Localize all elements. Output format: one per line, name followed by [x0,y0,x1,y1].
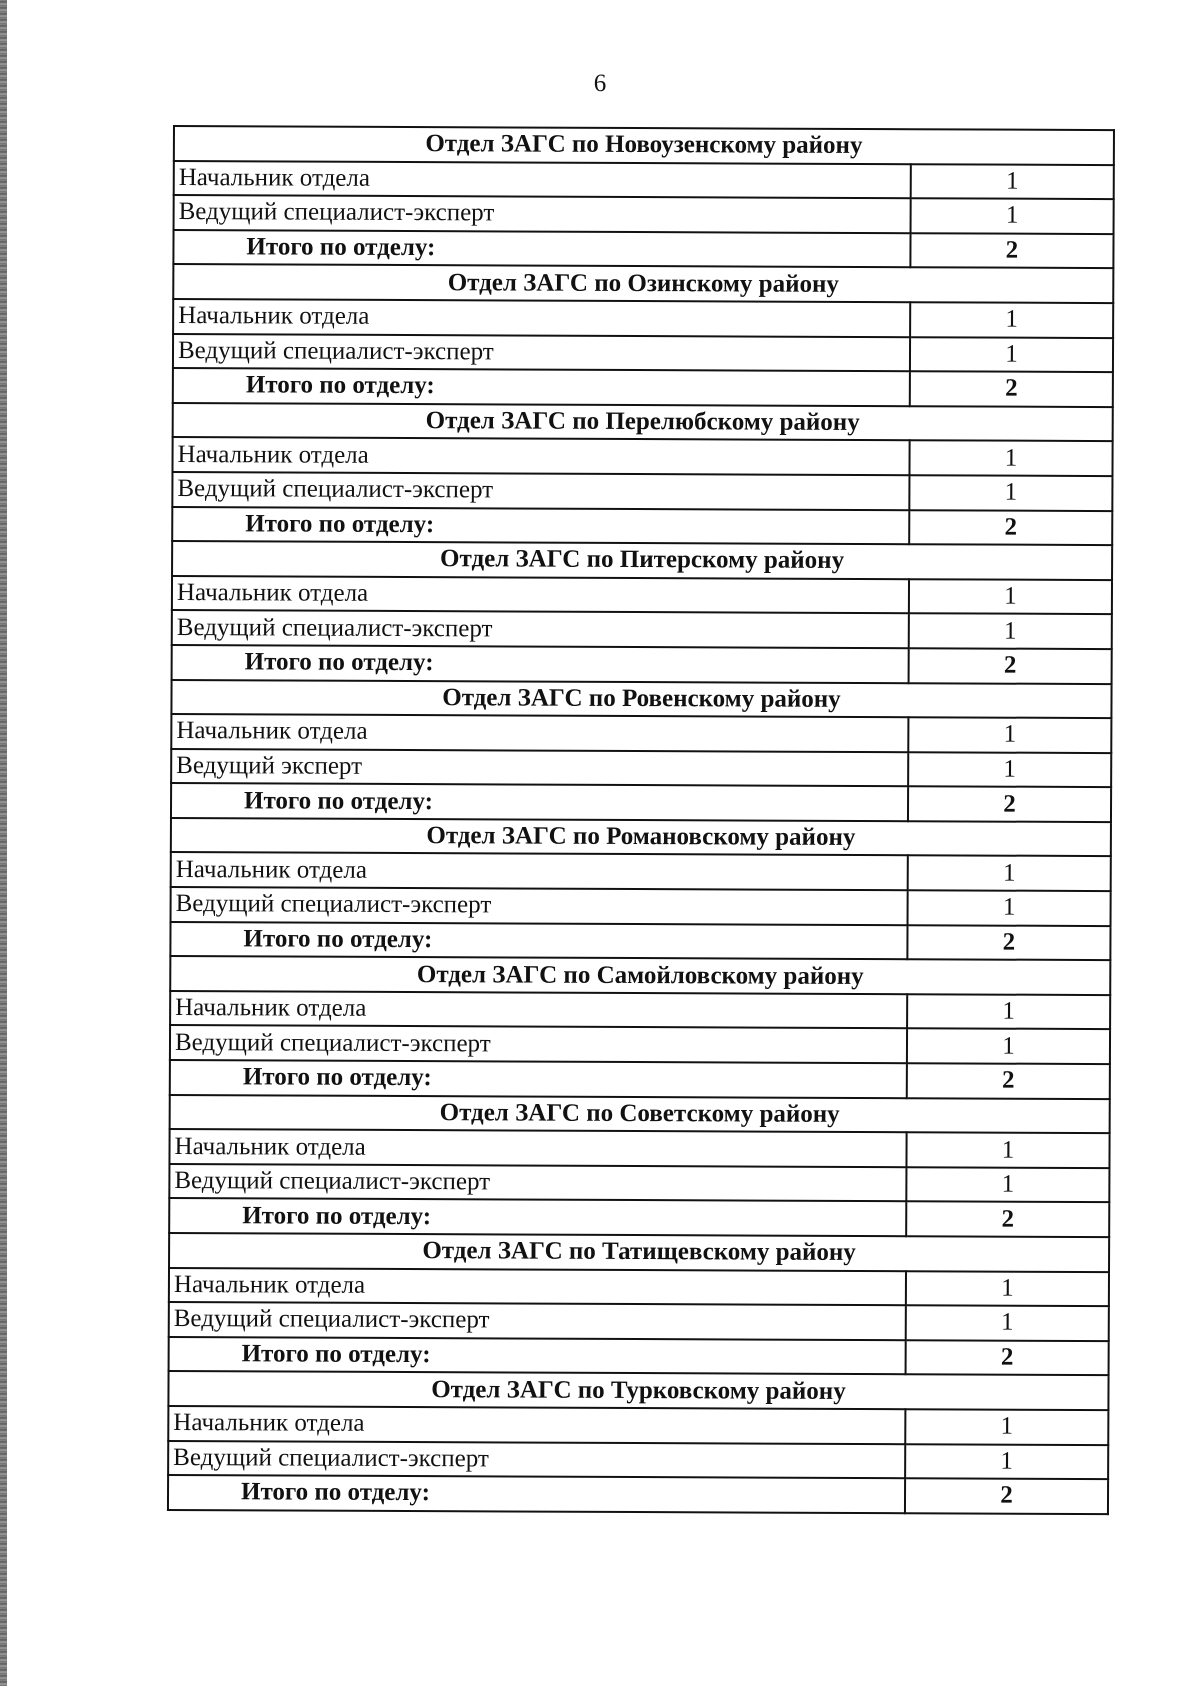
department-total-label: Итого по отделу: [173,368,910,406]
position-row [169,1302,1109,1341]
department-total-row [172,507,1112,546]
position-count: 1 [905,1444,1108,1479]
position-row [173,299,1113,338]
position-row [169,1268,1109,1307]
position-count: 1 [908,752,1111,787]
department-title: Отдел ЗАГС по Турковскому району [168,1371,1108,1410]
position-count: 1 [906,1132,1109,1167]
position-count: 1 [911,164,1114,199]
department-title: Отдел ЗАГС по Ровенскому району [171,679,1111,718]
department-total-label: Итого по отделу: [173,230,910,268]
staff-table [167,125,1115,1515]
position-row [174,195,1114,234]
position-row [172,437,1112,476]
position-row [168,1406,1108,1445]
department-total-row [173,230,1113,269]
department-total-count: 2 [906,1202,1109,1237]
position-name: Ведущий специалист-эксперт [168,1441,905,1479]
position-name: Ведущий специалист-эксперт [169,1164,906,1202]
position-row [172,610,1112,649]
position-count: 1 [908,890,1111,925]
position-count: 1 [910,337,1113,372]
department-total-label: Итого по отделу: [170,1060,907,1098]
position-count: 1 [905,1409,1108,1444]
position-count: 1 [909,441,1112,476]
department-title: Отдел ЗАГС по Питерскому району [172,541,1112,580]
position-count: 1 [907,1029,1110,1064]
position-row [171,714,1111,753]
department-total-row [171,783,1111,822]
department-header-row [174,126,1114,165]
department-total-label: Итого по отделу: [169,1198,906,1236]
position-count: 1 [909,475,1112,510]
department-total-row [169,1337,1109,1376]
department-total-label: Итого по отделу: [172,645,909,683]
position-row [168,1441,1108,1480]
department-header-row [172,541,1112,580]
department-total-label: Итого по отделу: [168,1475,905,1513]
department-total-label: Итого по отделу: [172,507,909,545]
position-count: 1 [908,856,1111,891]
position-name: Начальник отдела [169,1268,906,1306]
position-count: 1 [908,717,1111,752]
department-header-row [173,403,1113,442]
department-header-row [171,818,1111,857]
department-header-row [168,1371,1108,1410]
position-count: 1 [909,614,1112,649]
department-total-row [172,645,1112,684]
position-name: Начальник отдела [170,991,907,1029]
department-total-count: 2 [906,1340,1109,1375]
department-total-count: 2 [910,371,1113,406]
position-name: Начальник отдела [174,161,911,199]
department-total-label: Итого по отделу: [170,922,907,960]
department-title: Отдел ЗАГС по Самойловскому району [170,956,1110,995]
position-count: 1 [909,579,1112,614]
position-name: Ведущий специалист-эксперт [174,195,911,233]
department-header-row [170,1095,1110,1134]
department-header-row [173,264,1113,303]
position-name: Начальник отдела [172,576,909,614]
department-header-row [171,679,1111,718]
position-name: Начальник отдела [171,852,908,890]
department-header-row [169,1233,1109,1272]
position-name: Ведущий эксперт [171,749,908,787]
staff-table-body [168,126,1114,1514]
department-total-row [169,1198,1109,1237]
department-title: Отдел ЗАГС по Озинскому району [173,264,1113,303]
department-title: Отдел ЗАГС по Перелюбскому району [173,403,1113,442]
position-name: Ведущий специалист-эксперт [169,1302,906,1340]
department-total-count: 2 [909,510,1112,545]
position-row [172,472,1112,511]
position-count: 1 [910,302,1113,337]
position-row [173,334,1113,373]
department-total-label: Итого по отделу: [169,1337,906,1375]
position-row [169,1129,1109,1168]
department-header-row [170,956,1110,995]
position-name: Начальник отдела [173,299,910,337]
position-count: 1 [906,1305,1109,1340]
position-row [171,887,1111,926]
position-name: Начальник отдела [171,714,908,752]
department-title: Отдел ЗАГС по Советскому району [170,1095,1110,1134]
position-row [170,1025,1110,1064]
department-total-count: 2 [910,233,1113,268]
department-total-count: 2 [908,786,1111,821]
position-name: Начальник отдела [169,1129,906,1167]
position-name: Ведущий специалист-эксперт [171,887,908,925]
department-total-row [173,368,1113,407]
position-name: Начальник отдела [168,1406,905,1444]
position-count: 1 [906,1167,1109,1202]
department-title: Отдел ЗАГС по Романовскому району [171,818,1111,857]
position-name: Ведущий специалист-эксперт [172,610,909,648]
position-count: 1 [906,1271,1109,1306]
position-name: Ведущий специалист-эксперт [172,472,909,510]
department-total-label: Итого по отделу: [171,783,908,821]
department-total-count: 2 [907,925,1110,960]
department-total-row [168,1475,1108,1514]
department-title: Отдел ЗАГС по Новоузенскому району [174,126,1114,165]
department-total-row [170,1060,1110,1099]
department-total-count: 2 [907,1063,1110,1098]
scan-edge [0,0,7,1686]
department-title: Отдел ЗАГС по Татищевскому району [169,1233,1109,1272]
position-name: Ведущий специалист-эксперт [173,334,910,372]
position-row [170,991,1110,1030]
position-count: 1 [907,994,1110,1029]
department-total-row [170,922,1110,961]
page-number: 6 [593,70,607,97]
position-row [171,852,1111,891]
position-row [172,576,1112,615]
position-name: Ведущий специалист-эксперт [170,1025,907,1063]
department-total-count: 2 [905,1478,1108,1513]
position-name: Начальник отдела [172,437,909,475]
position-row [171,749,1111,788]
department-total-count: 2 [909,648,1112,683]
position-count: 1 [911,198,1114,233]
position-row [174,161,1114,200]
position-row [169,1164,1109,1203]
